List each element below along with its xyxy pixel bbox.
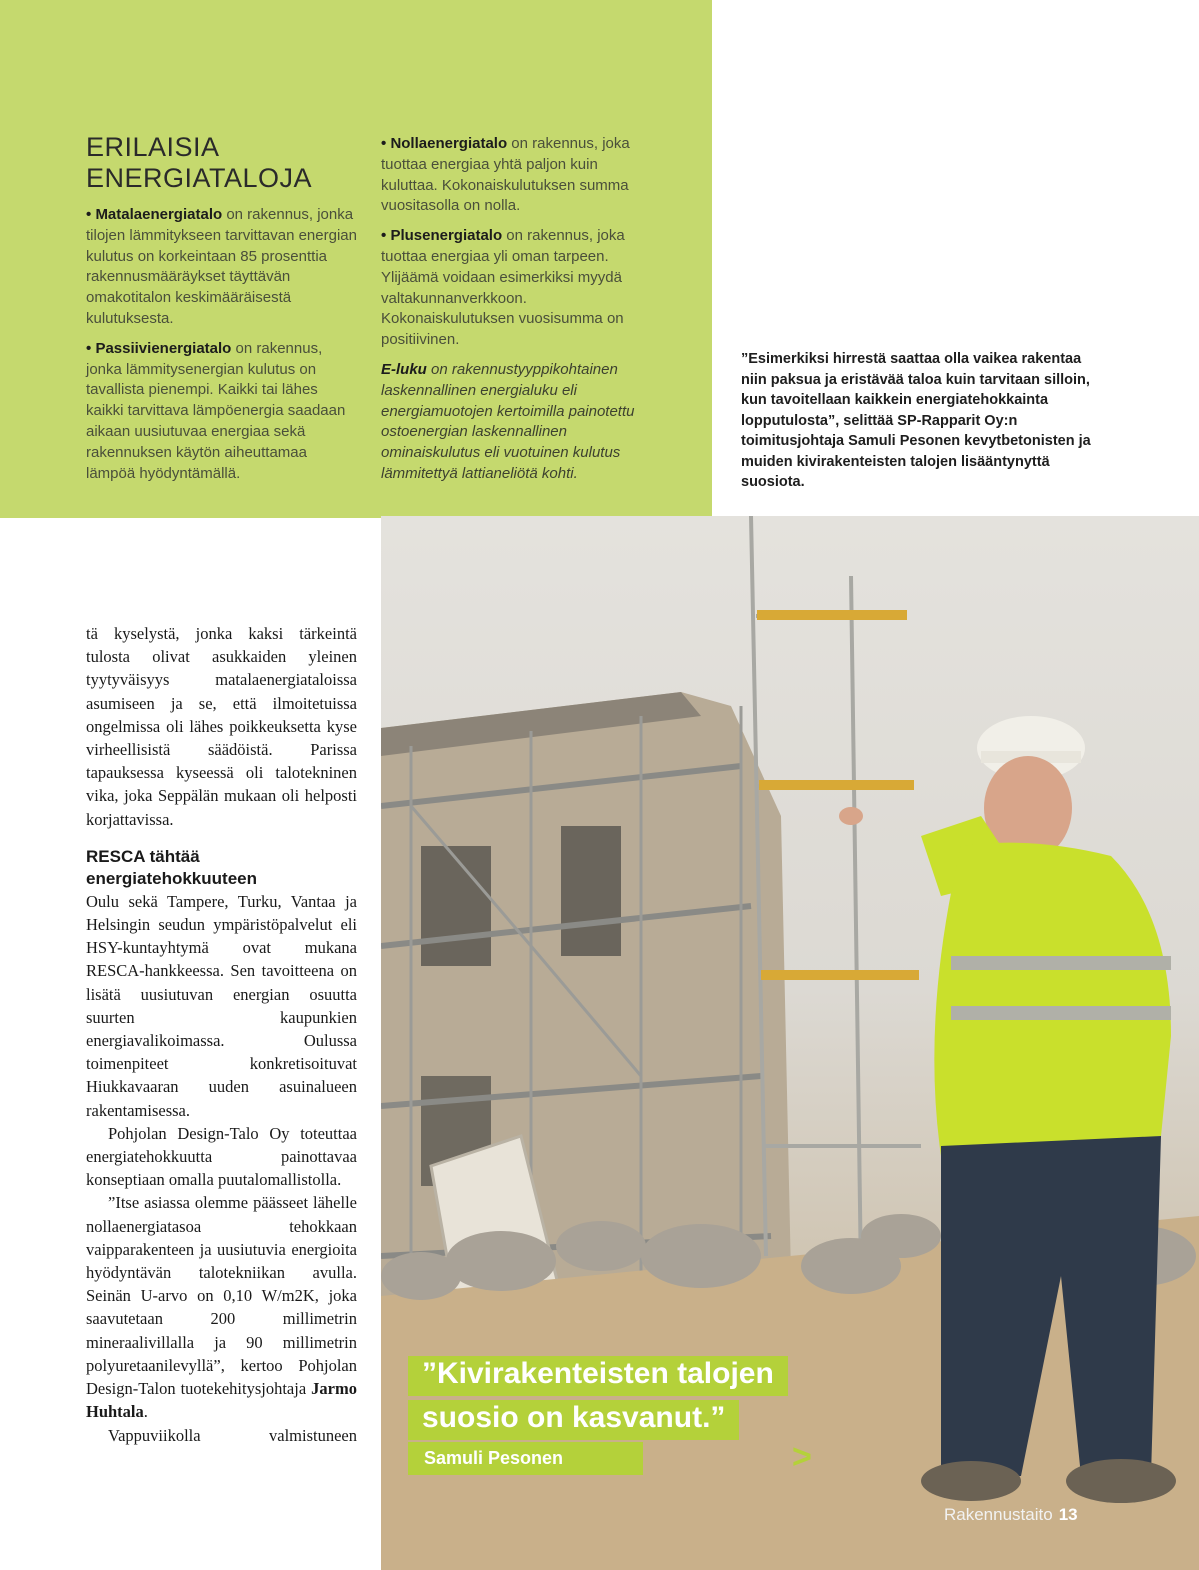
- paragraph: [86, 1191, 357, 1423]
- photo-quote-author: Samuli Pesonen: [408, 1442, 643, 1475]
- bullet: •: [86, 206, 92, 223]
- bullet: •: [381, 135, 387, 152]
- article-body: [86, 622, 357, 1447]
- definition-text: on rakennus, jonka tilojen lämmitykseen tarvittavan energian kulutus on korkeintaan 85 prosenttia rakennusmääräykset täyttävän omakotitalon keskimääräisestä kulutuksesta.: [86, 206, 357, 327]
- paragraph: Pohjolan Design-Talo Oy toteuttaa energiatehokkuutta painottavaa konseptiaan omalla puutalomallistolla.: [86, 1123, 357, 1190]
- paragraph: Vappuviikolla valmistuneen: [108, 1425, 357, 1445]
- window: [561, 826, 621, 956]
- definition-text: on rakennus, joka tuottaa energiaa yhtä paljon kuin kuluttaa. Kokonaiskulutuksen summa vuositasolla on nolla.: [381, 135, 630, 215]
- bullet: •: [86, 339, 92, 357]
- pull-quote: ”Esimerkiksi hirrestä saattaa olla vaikea rakentaa niin paksua ja eristävää taloa kuin tarvitaan silloin, kun tavoitellaan kaikkein energiatehokkainta lopputulosta”, selittää SP-Rapparit Oy:n toimitusjohtaja Samuli Pesonen kevytbetonisten ja muiden kivirakenteisten talojen lisääntynyttä suosiota.: [741, 351, 1091, 490]
- definition-eluku: [381, 360, 651, 485]
- term: Nollaenergiatalo: [390, 135, 508, 152]
- info-box-title-line2: ENERGIATALOJA: [86, 163, 313, 193]
- info-box-column-left: [86, 205, 358, 493]
- definition-plusenergiatalo: [381, 226, 651, 351]
- paragraph: Oulu sekä Tampere, Turku, Vantaa ja Helsingin seudun ympäristöpalvelut eli HSY-kuntayhtymä ovat mukana RESCA-hankkeessa. Sen tavoitteena on lisätä uusiutuvan energian osuutta suurten kaupunkien energiavalikoimassa. Oulussa toimenpiteet konkretisoituvat Hiukkavaaran uuden asuinalueen rakentamisessa.: [86, 891, 357, 1120]
- info-box-column-right: [381, 134, 651, 494]
- paragraph: tä kyselystä, jonka kaksi tärkeintä tulosta olivat asukkaiden yleinen tyytyväisyys matalaenergiataloissa asumiseen ja se, että ilmoitetuissa ongelmissa oli lähes poikkeuksetta kyse virheellisistä säädöistä. Parissa tapauksessa kyseessä oli talotekninen vika, joka Seppälän mukaan oli helposti korjattavissa.: [86, 624, 357, 829]
- definition-text: on rakennus, jonka lämmitysenergian kulutus on tavallista pienempi. Kaikki tai lähes kaikki tarvittava lämpöenergia saadaan aikaan uusiutuvaa energiaa sekä rakennuksen käytön aiheuttamaa lämpöä hyödyntämällä.: [86, 339, 346, 482]
- photo-quote-line1: ”Kivirakenteisten talojen: [408, 1356, 788, 1396]
- photo-quote-line2: suosio on kasvanut.”: [408, 1400, 739, 1440]
- paragraph-text: ”Itse asiassa olemme päässeet lähelle nollaenergiatasoa tehokkaan vaipparakenteen ja uusiutuvia energioita hyödyntävän talotekniikan avulla. Seinän U-arvo on 0,10 W/m2K, joka saavutetaan 200 millimetrin mineraalivillalla ja 90 millimetrin polyuretaanilevyllä”, kertoo Pohjolan Design-Talon tuotekehitysjohtaja: [86, 1193, 357, 1399]
- person-name: Jarmo Huhtala: [86, 1379, 357, 1422]
- definition-nollaenergiatalo: [381, 134, 651, 217]
- info-box-title: [86, 132, 366, 194]
- term: Matalaenergiatalo: [95, 206, 223, 223]
- term: Plusenergiatalo: [390, 227, 503, 245]
- magazine-name: Rakennustaito: [944, 1505, 1053, 1524]
- term: Passiivienergiatalo: [95, 339, 232, 357]
- definition-matalaenergiatalo: [86, 205, 358, 330]
- definition-text: on rakennus, joka tuottaa energiaa yli oman tarpeen. Ylijäämä voidaan esimerkiksi myydä valtakunnanverkkoon. Kokonaiskulutuksen vuosisumma on positiivinen.: [381, 227, 625, 349]
- term: E-luku: [381, 360, 427, 378]
- definition-text: on rakennustyyppikohtainen laskennallinen energialuku eli energiamuotojen kertoimilla painotettu ostoenergian laskennallinen ominaiskulutus eli vuotuinen kulutus lämmitettyä lattianeliötä kohti.: [381, 360, 635, 482]
- bullet: •: [381, 227, 387, 245]
- info-box-title-line1: ERILAISIA: [86, 132, 220, 162]
- page-number: 13: [1058, 1505, 1078, 1524]
- window: [421, 846, 491, 966]
- paragraph-end: .: [143, 1402, 148, 1422]
- definition-passiivienergiatalo: [86, 339, 358, 485]
- section-heading: RESCA tähtää energiatehokkuuteen: [86, 846, 257, 888]
- photo-quote: [408, 1356, 788, 1475]
- page-footer: [944, 1505, 1078, 1525]
- arrow-icon: >: [792, 1438, 812, 1476]
